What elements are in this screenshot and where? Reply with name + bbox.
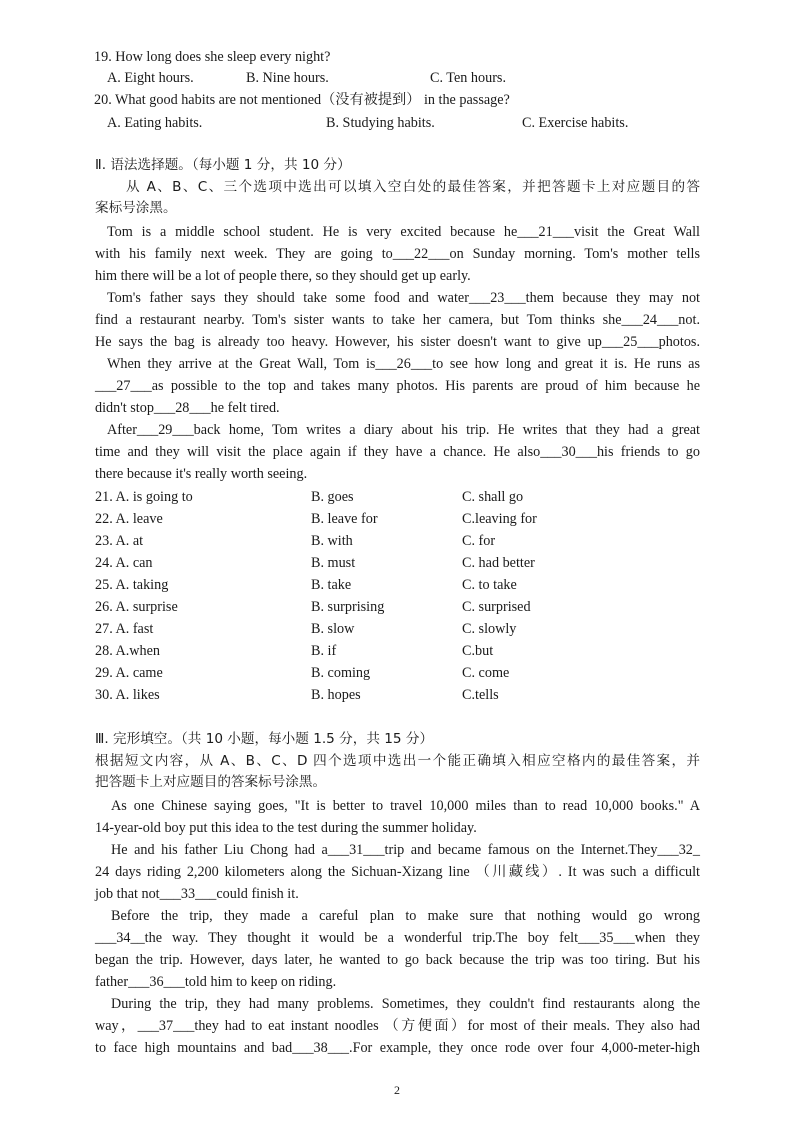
passage-1-line-7: When they arrive at the Great Wall, Tom is___26___to see how long and great it is. He runs as <box>107 356 700 372</box>
passage-2-line-8: began the trip. However, days later, he wanted to go back because the trip was too tiring. But his <box>95 952 700 968</box>
passage-2-line-4: 24 days riding 2,200 kilometers along the Sichuan-Xizang line （川藏线）. It was such a difficult <box>95 864 700 880</box>
section-2-heading: Ⅱ. 语法选择题。（每小题 1 分，共 10 分） <box>95 157 351 173</box>
option-26-b: B. surprising <box>311 599 385 615</box>
option-23-c: C. for <box>462 533 496 549</box>
passage-2-line-1: As one Chinese saying goes, "It is better to travel 10,000 miles than to read 10,000 books." A <box>111 798 700 814</box>
section-2-instruction-line-2: 案标号涂黑。 <box>95 200 177 216</box>
option-26-a: 26. A. surprise <box>95 599 178 615</box>
passage-1-line-9: didn't stop___28___he felt tired. <box>95 400 280 416</box>
question-19-option-b: B. Nine hours. <box>246 70 329 86</box>
option-27-c: C. slowly <box>462 621 517 637</box>
passage-1-line-3: him there will be a lot of people there, so they should get up early. <box>95 268 471 284</box>
option-28-a: 28. A.when <box>95 643 161 659</box>
page-number: 2 <box>394 1083 400 1097</box>
option-30-a: 30. A. likes <box>95 687 160 703</box>
passage-2-line-11: way，___37___they had to eat instant noodles （方便面）for most of their meals. They also had <box>95 1018 700 1034</box>
option-29-a: 29. A. came <box>95 665 163 681</box>
option-29-c: C. come <box>462 665 510 681</box>
passage-2-line-2: 14-year-old boy put this idea to the test during the summer holiday. <box>95 820 477 836</box>
section-3-instruction-line-1: 根据短文内容，从 A、B、C、D 四个选项中选出一个能正确填入相应空格内的最佳答案，并 <box>95 753 700 769</box>
question-19-stem: 19. How long does she sleep every night? <box>94 49 331 65</box>
option-24-b: B. must <box>311 555 356 571</box>
option-21-a: 21. A. is going to <box>95 489 193 505</box>
passage-2-line-5: job that not___33___could finish it. <box>95 886 299 902</box>
passage-1-line-12: there because it's really worth seeing. <box>95 466 308 482</box>
section-2-instruction-line-1: 从 A、B、C、三个选项中选出可以填入空白处的最佳答案，并把答题卡上对应题目的答 <box>126 179 700 195</box>
passage-1-line-2: with his family next week. They are going to___22___on Sunday morning. Tom's mother tells <box>95 246 700 262</box>
question-19-option-c: C. Ten hours. <box>430 70 506 86</box>
passage-2-line-9: father___36___told him to keep on riding. <box>95 974 337 990</box>
option-23-a: 23. A. at <box>95 533 144 549</box>
option-28-c: C.but <box>462 643 494 659</box>
option-22-a: 22. A. leave <box>95 511 163 527</box>
section-3-instruction-line-2: 把答题卡上对应题目的答案标号涂黑。 <box>95 774 327 790</box>
question-20-option-a: A. Eating habits. <box>107 115 203 131</box>
passage-1-line-1: Tom is a middle school student. He is very excited because he___21___visit the Great Wall <box>107 224 700 240</box>
option-25-b: B. take <box>311 577 352 593</box>
option-27-b: B. slow <box>311 621 355 637</box>
option-22-c: C.leaving for <box>462 511 537 527</box>
passage-1-line-5: find a restaurant nearby. Tom's sister wants to take her camera, but Tom thinks she___24___not. <box>95 312 700 328</box>
passage-2-line-3: He and his father Liu Chong had a___31___trip and became famous on the Internet.They___32_ <box>111 842 700 858</box>
option-25-c: C. to take <box>462 577 517 593</box>
option-25-a: 25. A. taking <box>95 577 169 593</box>
option-26-c: C. surprised <box>462 599 531 615</box>
passage-1-line-11: time and they will visit the place again if they have a chance. He also___30___his friends to go <box>95 444 700 460</box>
passage-1-line-6: He says the bag is already too heavy. However, his sister doesn't want to give up___25___photos. <box>95 334 700 350</box>
section-3-heading: Ⅲ. 完形填空。（共 10 小题，每小题 1.5 分，共 15 分） <box>95 731 434 747</box>
question-20-stem: 20. What good habits are not mentioned（没有被提到） in the passage? <box>94 92 510 108</box>
option-24-a: 24. A. can <box>95 555 153 571</box>
passage-2-line-12: to face high mountains and bad___38___.For example, they once rode over four 4,000-meter-high <box>95 1040 700 1056</box>
option-29-b: B. coming <box>311 665 371 681</box>
option-22-b: B. leave for <box>311 511 378 527</box>
passage-1-line-8: ___27___as possible to the top and takes many photos. His parents are proud of him because he <box>95 378 700 394</box>
option-28-b: B. if <box>311 643 337 659</box>
option-27-a: 27. A. fast <box>95 621 154 637</box>
option-21-c: C. shall go <box>462 489 524 505</box>
passage-2-line-10: During the trip, they had many problems. Sometimes, they couldn't find restaurants along the <box>111 996 700 1012</box>
passage-1-line-10: After___29___back home, Tom writes a diary about his trip. He writes that they had a great <box>107 422 700 438</box>
question-20-option-b: B. Studying habits. <box>326 115 435 131</box>
passage-1-line-4: Tom's father says they should take some food and water___23___them because they may not <box>107 290 700 306</box>
option-30-c: C.tells <box>462 687 499 703</box>
option-23-b: B. with <box>311 533 353 549</box>
option-30-b: B. hopes <box>311 687 361 703</box>
question-19-option-a: A. Eight hours. <box>107 70 194 86</box>
passage-2-line-7: ___34__the way. They thought it would be a wonderful trip.The boy felt___35___when they <box>95 930 700 946</box>
option-21-b: B. goes <box>311 489 354 505</box>
passage-2-line-6: Before the trip, they made a careful plan to make sure that nothing would go wrong <box>111 908 700 924</box>
question-20-option-c: C. Exercise habits. <box>522 115 629 131</box>
option-24-c: C. had better <box>462 555 535 571</box>
